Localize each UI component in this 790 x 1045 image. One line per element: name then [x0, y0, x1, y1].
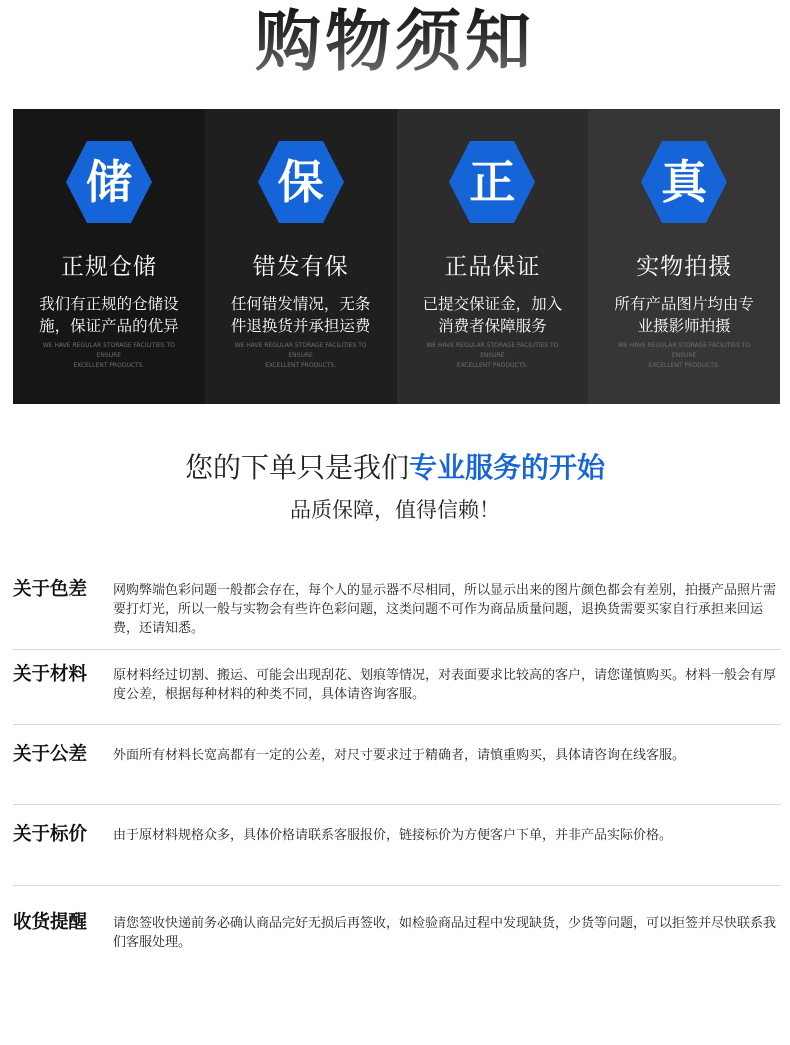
hexagon-badge-icon	[257, 139, 345, 225]
feature-storage	[13, 109, 205, 404]
badge-char: 正	[469, 155, 516, 209]
feature-english-caption	[417, 341, 569, 371]
feature-description-line: 施，保证产品的优异	[39, 317, 179, 335]
notice-label: 收货提醒	[13, 912, 88, 933]
feature-english-caption	[33, 341, 185, 371]
divider	[13, 649, 781, 650]
feature-title: 正品保证	[444, 254, 541, 280]
feature-description	[411, 293, 575, 337]
notice-label: 关于公差	[13, 744, 88, 765]
notice-tolerance	[13, 742, 781, 768]
notice-label: 关于材料	[13, 664, 88, 685]
feature-wrong-shipment	[205, 109, 397, 404]
feature-english-caption	[225, 341, 377, 371]
notice-pricing	[13, 822, 781, 848]
feature-description	[27, 293, 191, 337]
feature-english-caption	[608, 341, 760, 371]
feature-description-line: 所有产品图片均由专	[614, 295, 754, 313]
feature-description-line: 消费者保障服务	[438, 317, 547, 335]
divider	[13, 724, 781, 725]
feature-english-line: WE HAVE REGULAR STORAGE FACILITIES TO ENSURE	[618, 342, 751, 359]
feature-description-line: 已提交保证金，加入	[422, 295, 563, 313]
feature-english-line: EXCELLENT PRODUCTS.	[73, 362, 145, 369]
slogan	[0, 447, 790, 489]
feature-english-line: WE HAVE REGULAR STORAGE FACILITIES TO ENSURE	[234, 342, 367, 359]
badge-char: 储	[85, 155, 132, 209]
divider	[13, 804, 781, 805]
notice-materials	[13, 662, 781, 704]
badge-char: 真	[661, 155, 708, 209]
feature-description	[219, 293, 383, 337]
feature-english-line: EXCELLENT PRODUCTS.	[648, 362, 720, 369]
notice-text: 由于原材料规格众多，具体价格请联系客服报价，链接标价为方便客户下单，并非产品实际价格。	[113, 828, 673, 843]
feature-genuine	[397, 109, 589, 404]
notice-text: 原材料经过切割、搬运、可能会出现刮花、划痕等情况，对表面要求比较高的客户，请您谨慎购买。材料一般会有厚度公差，根据每种材料的种类不同，具体请咨询客服。	[113, 668, 777, 702]
notice-receipt	[13, 910, 781, 952]
hexagon-badge-icon	[640, 139, 728, 225]
feature-english-line: EXCELLENT PRODUCTS.	[265, 362, 337, 369]
feature-english-line: EXCELLENT PRODUCTS.	[456, 362, 528, 369]
feature-description-line: 任何错发情况，无条	[230, 295, 371, 313]
notice-text: 网购弊端色彩问题一般都会存在，每个人的显示器不尽相同，所以显示出来的图片颜色都会有差别，拍摄产品照片需要打灯光，所以一般与实物会有些许色彩问题，这类问题不可作为商品质量问题，退换货需要买家自行承担来回运费，还请知悉。	[113, 583, 777, 636]
feature-description-line: 我们有正规的仓储设	[39, 295, 179, 313]
page-title: 购物须知	[0, 2, 790, 82]
divider	[13, 885, 781, 886]
slogan-highlight: 专业服务的开始	[409, 451, 606, 484]
notice-color-difference	[13, 577, 781, 638]
hexagon-badge-icon	[448, 139, 536, 225]
notice-label: 关于色差	[13, 579, 88, 600]
notice-text: 外面所有材料长宽高都有一定的公差，对尺寸要求过于精确者，请慎重购买，具体请咨询在线客服。	[113, 748, 686, 763]
feature-real-photos	[588, 109, 780, 404]
feature-title: 实物拍摄	[636, 254, 733, 280]
feature-description	[602, 293, 766, 337]
feature-english-line: WE HAVE REGULAR STORAGE FACILITIES TO ENSURE	[426, 342, 559, 359]
feature-description-line: 件退换货并承担运费	[230, 317, 371, 335]
feature-title: 正规仓储	[60, 254, 157, 280]
slogan-normal: 您的下单只是我们	[184, 451, 409, 484]
feature-english-line: WE HAVE REGULAR STORAGE FACILITIES TO ENSURE	[42, 342, 175, 359]
notice-text: 请您签收快递前务必确认商品完好无损后再签收，如检验商品过程中发现缺货，少货等问题，可以拒签并尽快联系我们客服处理。	[113, 916, 777, 950]
notice-label: 关于标价	[13, 824, 88, 845]
badge-char: 保	[277, 155, 324, 209]
feature-panels	[13, 109, 780, 404]
hexagon-badge-icon	[65, 139, 153, 225]
feature-title: 错发有保	[252, 254, 349, 280]
feature-description-line: 业摄影师拍摄	[637, 317, 731, 335]
slogan-subtitle: 品质保障，值得信赖！	[290, 498, 500, 522]
